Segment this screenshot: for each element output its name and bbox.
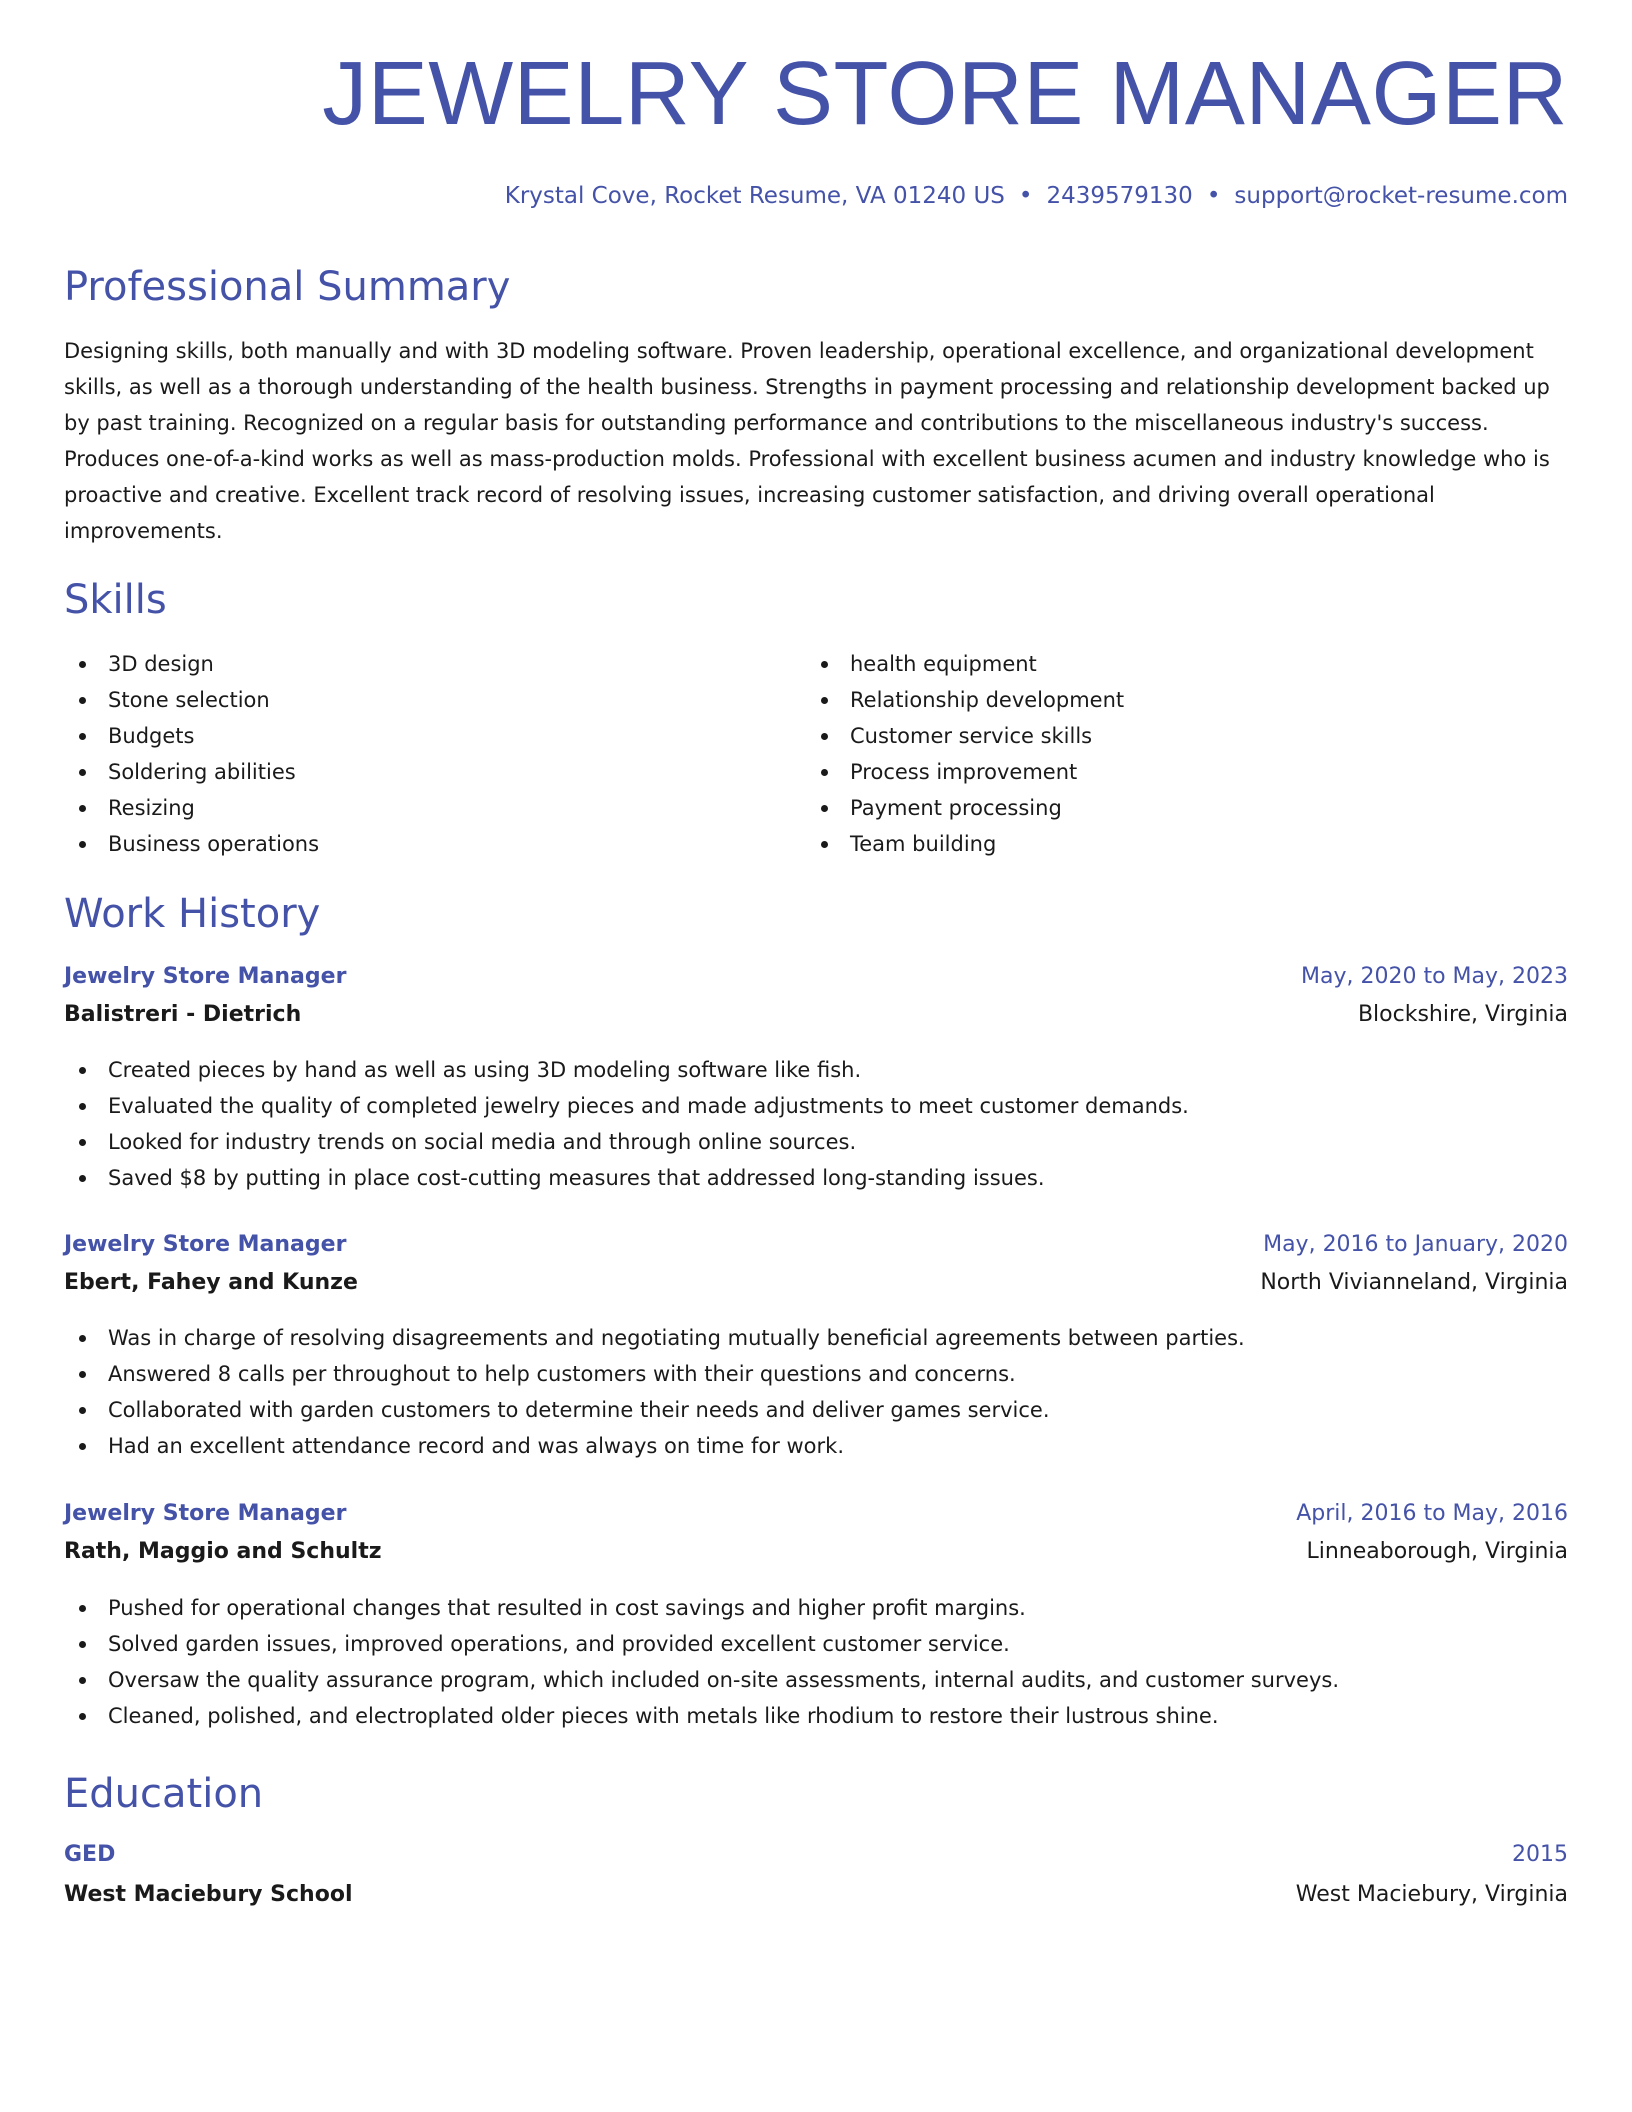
education-school-row (64, 1878, 1568, 1912)
contact-line (505, 180, 1568, 212)
job-title: Jewelry Store Manager (64, 964, 347, 989)
job-dates: April, 2016 to May, 2016 (1296, 1501, 1568, 1526)
job-employer: Balistreri - Dietrich (64, 1002, 302, 1027)
job-bullet: Oversaw the quality assurance program, which included on-site assessments, internal audits, and customer surveys. (64, 1662, 1339, 1698)
job-bullet: Solved garden issues, improved operations, and provided excellent customer service. (64, 1626, 1339, 1662)
job-bullet: Saved $8 by putting in place cost-cutting measures that addressed long-standing issues. (64, 1160, 1189, 1196)
skill-item: Payment processing (806, 790, 1124, 826)
job-title: Jewelry Store Manager (64, 1232, 347, 1257)
skills-list-left (64, 646, 319, 862)
job-bullets (64, 1320, 1245, 1464)
job-employer: Rath, Maggio and Schultz (64, 1539, 382, 1564)
skills-list-right (806, 646, 1124, 862)
job-bullet: Cleaned, polished, and electroplated older pieces with metals like rhodium to restore their lustrous shine. (64, 1698, 1339, 1734)
skill-item: Business operations (64, 826, 319, 862)
summary-text: Designing skills, both manually and with 3D modeling software. Proven leadership, operational excellence, and organizational development skills, as well as a thorough understanding of the health business. Strengths in payment processing and relationship development backed up by past training. Recognized on a regular basis for outstanding performance and contributions to the miscellaneous industry's success. Produces one-of-a-kind works as well as mass-production molds. Professional with excellent business acumen and industry knowledge who is proactive and creative. Excellent track record of resolving issues, increasing customer satisfaction, and driving overall operational improvements. (64, 339, 1550, 543)
skill-item: Process improvement (806, 754, 1124, 790)
education-year: 2015 (1512, 1842, 1568, 1867)
skill-item: Resizing (64, 790, 319, 826)
education-degree: GED (64, 1842, 116, 1867)
skills-heading: Skills (64, 577, 167, 623)
resume-title: JEWELRY STORE MANAGER (322, 44, 1568, 144)
job-employer: Ebert, Fahey and Kunze (64, 1270, 358, 1295)
skill-item: health equipment (806, 646, 1124, 682)
work-history-heading: Work History (64, 891, 321, 937)
job-title: Jewelry Store Manager (64, 1501, 347, 1526)
skill-item: Team building (806, 826, 1124, 862)
job-bullet: Was in charge of resolving disagreements and negotiating mutually beneficial agreements between parties. (64, 1320, 1245, 1356)
job-bullet: Evaluated the quality of completed jewelry pieces and made adjustments to meet customer demands. (64, 1088, 1189, 1124)
job-bullet: Had an excellent attendance record and was always on time for work. (64, 1428, 1245, 1464)
skill-item: Relationship development (806, 682, 1124, 718)
skill-item: Customer service skills (806, 718, 1124, 754)
job-header (64, 1228, 1568, 1262)
skill-item: Soldering abilities (64, 754, 319, 790)
job-employer-row (64, 1266, 1568, 1300)
job-bullet: Answered 8 calls per throughout to help customers with their questions and concerns. (64, 1356, 1245, 1392)
job-location: Blockshire, Virginia (1357, 1002, 1568, 1027)
job-bullet: Created pieces by hand as well as using 3D modeling software like fish. (64, 1052, 1189, 1088)
job-dates: May, 2020 to May, 2023 (1301, 964, 1568, 989)
job-bullet: Pushed for operational changes that resulted in cost savings and higher profit margins. (64, 1590, 1339, 1626)
job-bullets (64, 1590, 1339, 1734)
contact-address: Krystal Cove, Rocket Resume, VA 01240 US (504, 183, 1005, 209)
contact-separator: • (1018, 183, 1033, 209)
skill-item: Budgets (64, 718, 319, 754)
job-header (64, 960, 1568, 994)
contact-email: support@rocket-resume.com (1234, 183, 1568, 209)
contact-phone: 2439579130 (1046, 183, 1193, 209)
job-bullets (64, 1052, 1189, 1196)
job-location: Linneaborough, Virginia (1306, 1539, 1568, 1564)
job-header (64, 1497, 1568, 1531)
education-school: West Maciebury School (64, 1882, 353, 1907)
job-employer-row (64, 998, 1568, 1032)
job-location: North Vivianneland, Virginia (1260, 1270, 1568, 1295)
summary-heading: Professional Summary (64, 264, 511, 310)
skill-item: 3D design (64, 646, 319, 682)
education-location: West Maciebury, Virginia (1295, 1882, 1568, 1907)
skill-item: Stone selection (64, 682, 319, 718)
education-heading: Education (64, 1771, 264, 1817)
job-employer-row (64, 1535, 1568, 1569)
job-dates: May, 2016 to January, 2020 (1263, 1232, 1568, 1257)
education-header (64, 1838, 1568, 1872)
contact-separator: • (1206, 183, 1221, 209)
job-bullet: Collaborated with garden customers to determine their needs and deliver games service. (64, 1392, 1245, 1428)
job-bullet: Looked for industry trends on social media and through online sources. (64, 1124, 1189, 1160)
